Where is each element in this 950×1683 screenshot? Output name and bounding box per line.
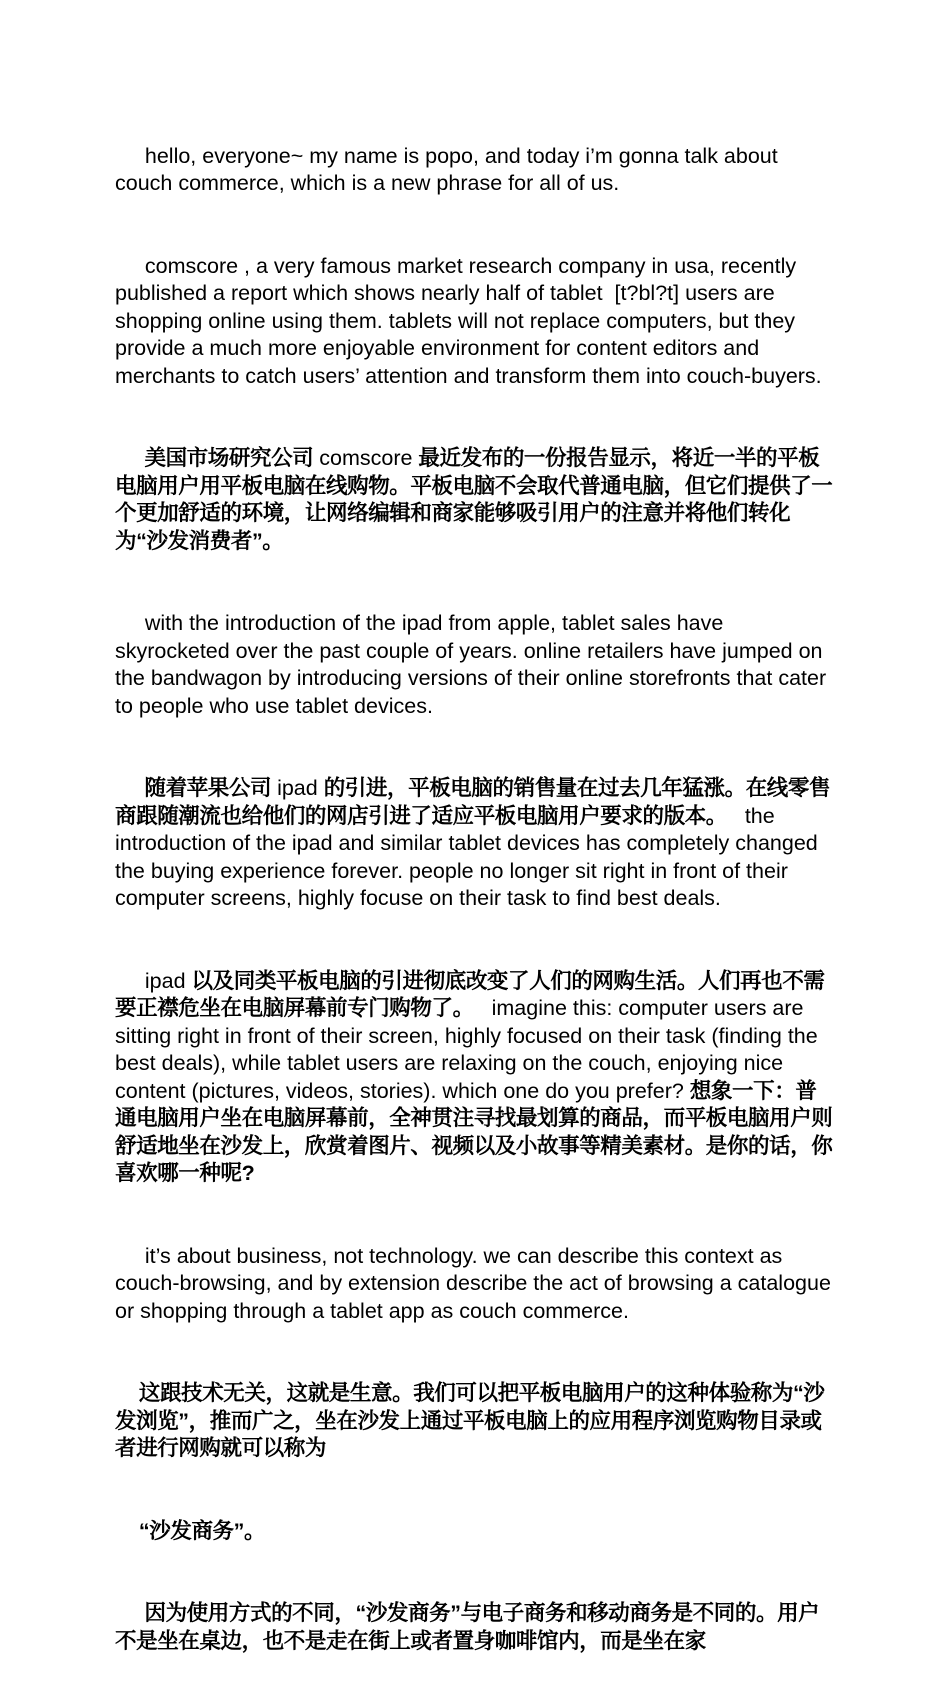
paragraph-ipad-en [115, 583, 837, 748]
text-run: it’s about business, not technology. we can describe this context as couch-browsing, and by extension describe the act of browsing a catalogue or shopping through a tablet app as couch commerce. [115, 1243, 837, 1323]
paragraph-couch-commerce-zh [115, 1490, 837, 1573]
text-run: imagine this: computer users are sitting right in front of their screen, highly focused on their task (finding the best deals), while tablet users are relaxing on the couch, enjoying nice content (pictures, videos, stories). which one do you prefer? [115, 996, 824, 1103]
text-run-zh: 最近发布的一份报告显示，将近一半的平板电脑用户用平板电脑在线购物。平板电脑不会取代普通电脑，但它们提供了一个更加舒适的环境，让网络编辑和商家能够吸引用户的注意并将他们转化为“沙发消费者”。 [115, 446, 833, 553]
text-run-zh: 这跟技术无关，这就是生意。我们可以把平板电脑用户的这种体验称为“沙发浏览”，推而广之，坐在沙发上通过平板电脑上的应用程序浏览购物目录或者进行网购就可以称为 [115, 1381, 825, 1460]
paragraph-business-en [115, 1215, 837, 1353]
text-run: comscore , a very famous market research company in usa, recently published a report which shows nearly half of tablet [t?bl?t] users are shopping online using them. tablets will not replace computers, but they provide a much more enjoyable environment for content editors and merchants to catch users’ attention and transform them into couch-buyers. [115, 253, 822, 388]
paragraph-comscore-zh [115, 418, 837, 583]
paragraph-intro [115, 115, 837, 225]
text-run: hello, everyone~ my name is popo, and today i’m gonna talk about couch commerce, which is a new phrase for all of us. [115, 143, 784, 195]
text-run: with the introduction of the ipad from apple, tablet sales have skyrocketed over the past couple of years. online retailers have jumped on the bandwagon by introducing versions of their online storefronts that cater to people who use tablet devices. [115, 611, 833, 718]
text-run: ipad [138, 968, 192, 993]
text-run-zh: 的引进，平板电脑的销售量在过去几年猛涨。在线零售商跟随潮流也给他们的网店引进了适应平板电脑用户要求的版本。 [115, 776, 831, 828]
paragraph-ipad-zh [115, 748, 837, 941]
text-run-zh: 因为使用方式的不同，“沙发商务”与电子商务和移动商务是不同的。用户不是坐在桌边，也不是走在街上或者置身咖啡馆内，而是坐在家 [115, 1601, 820, 1653]
paragraph-business-zh [115, 1353, 837, 1491]
paragraph-usage-zh [115, 1573, 837, 1683]
document-body [115, 115, 837, 1683]
paragraph-comscore-en [115, 225, 837, 418]
text-run-zh: 美国市场研究公司 [138, 446, 314, 470]
paragraph-imagine [115, 940, 837, 1215]
text-run: the introduction of the ipad and similar tablet devices has completely changed the buying experience forever. people no longer sit right in front of their computer screens, highly focuse on their task to find best deals. [115, 803, 824, 910]
text-run: ipad [271, 776, 324, 800]
text-run-zh: 以及同类平板电脑的引进彻底改变了人们的网购生活。人们再也不需要正襟危坐在电脑屏幕前专门购物了。 [115, 968, 825, 1020]
text-run-zh: “沙发商务”。 [138, 1518, 266, 1543]
text-run-zh: 随着苹果公司 [138, 776, 272, 800]
text-run-zh: 想象一下：普通电脑用户坐在电脑屏幕前，全神贯注寻找最划算的商品，而平板电脑用户则舒适地坐在沙发上，欣赏着图片、视频以及小故事等精美素材。是你的话，你喜欢哪一种呢? [115, 1078, 833, 1185]
text-run: comscore [313, 446, 419, 470]
